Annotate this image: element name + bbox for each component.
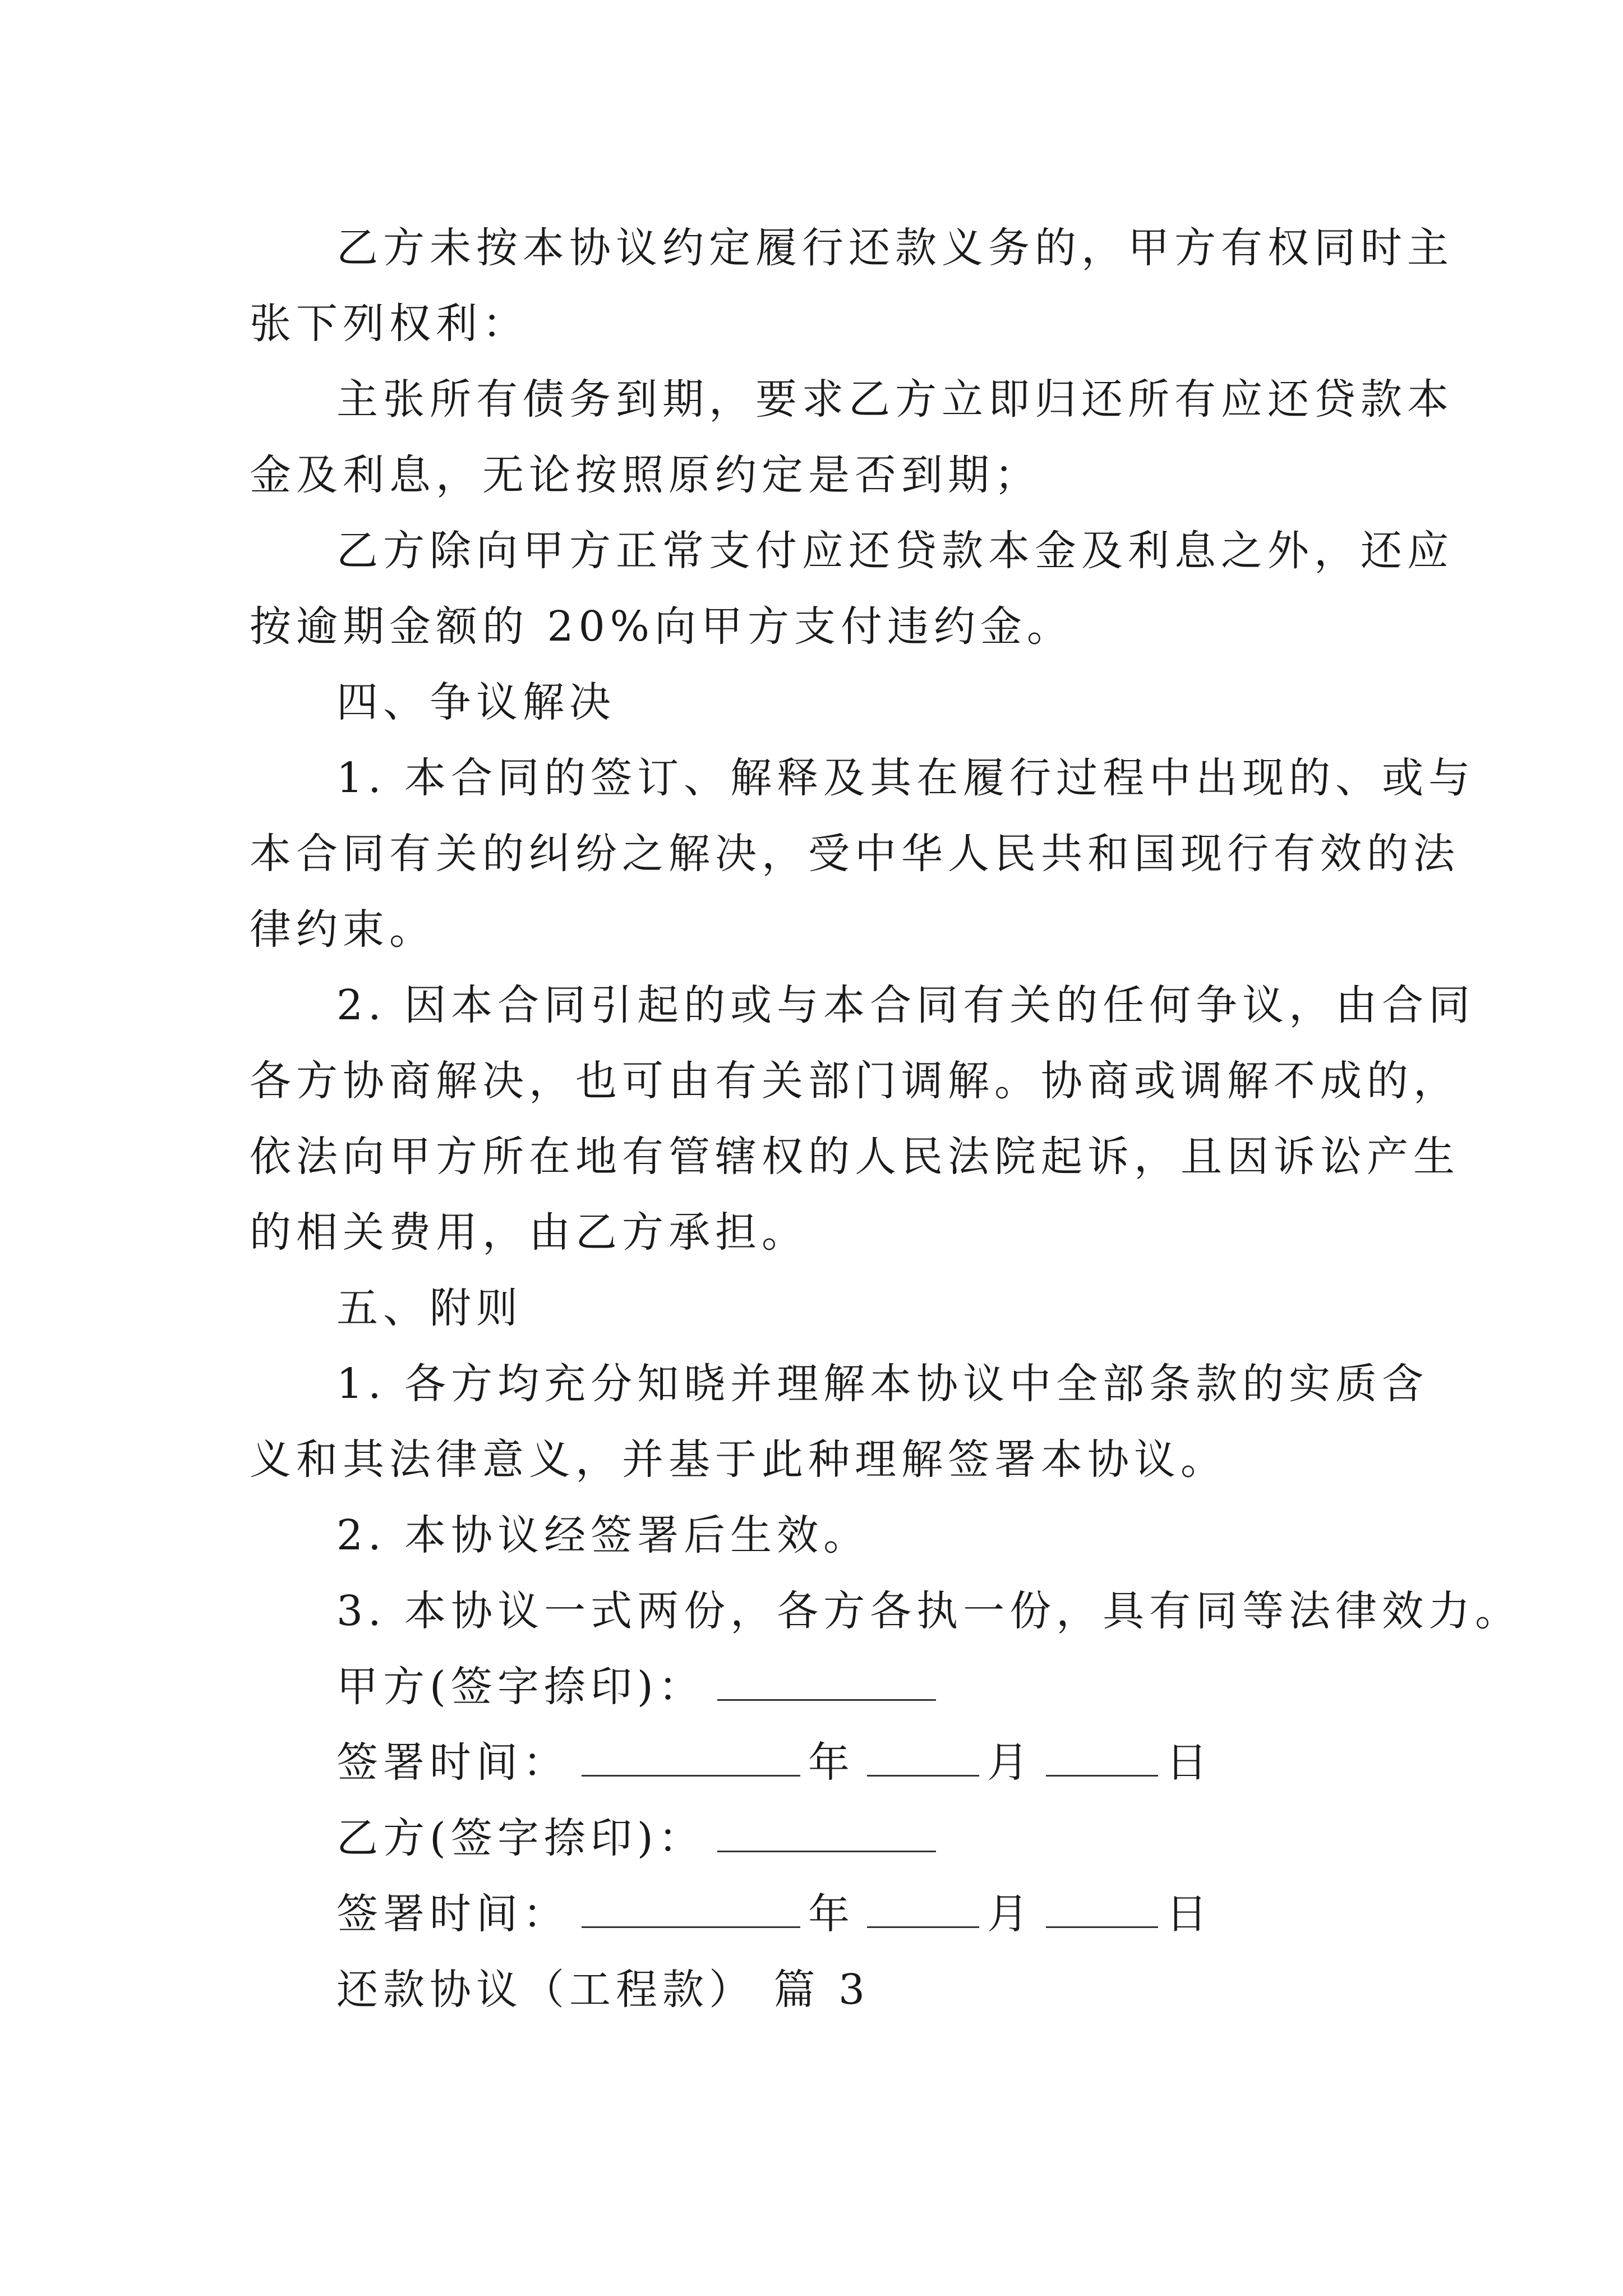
paragraph-line: 张下列权利： bbox=[250, 300, 529, 348]
party-b-signature-blank bbox=[717, 1816, 936, 1852]
year-label: 年 bbox=[808, 1738, 855, 1787]
date-label: 签署时间： bbox=[336, 1890, 569, 1938]
paragraph-line: 本合同有关的纠纷之解决，受中华人民共和国现行有效的法 bbox=[250, 830, 1460, 878]
paragraph-line: 主张所有债务到期，要求乙方立即归还所有应还贷款本 bbox=[336, 375, 1454, 424]
paragraph-line: 律约束。 bbox=[250, 905, 436, 954]
paragraph-line: 金及利息，无论按照原约定是否到期； bbox=[250, 451, 1041, 499]
day-label: 日 bbox=[1166, 1890, 1212, 1938]
paragraph-line: 依法向甲方所在地有管辖权的人民法院起诉，且因诉讼产生 bbox=[250, 1133, 1460, 1181]
paragraph-line: 的相关费用，由乙方承担。 bbox=[250, 1208, 808, 1257]
paragraph-line: 各方协商解决，也可由有关部门调解。协商或调解不成的， bbox=[250, 1057, 1460, 1105]
section-heading: 四、争议解决 bbox=[336, 678, 616, 726]
party-a-date-line bbox=[336, 1734, 1212, 1791]
month-blank bbox=[867, 1740, 979, 1777]
party-a-signature-line bbox=[336, 1659, 936, 1715]
year-blank bbox=[582, 1892, 800, 1928]
date-label: 签署时间： bbox=[336, 1738, 569, 1787]
party-b-signature-line bbox=[336, 1810, 936, 1866]
paragraph-line: 2. 因本合同引起的或与本合同有关的任何争议，由合同 bbox=[336, 981, 1476, 1029]
paragraph-line: 3. 本协议一式两份，各方各执一份，具有同等法律效力。 bbox=[336, 1587, 1522, 1635]
section-heading: 五、附则 bbox=[336, 1284, 523, 1332]
party-a-signature-blank bbox=[717, 1664, 936, 1701]
paragraph-line: 1. 各方均充分知晓并理解本协议中全部条款的实质含 bbox=[336, 1360, 1429, 1408]
party-a-label: 甲方(签字捺印)： bbox=[336, 1663, 705, 1711]
month-label: 月 bbox=[987, 1738, 1034, 1787]
party-b-date-line bbox=[336, 1886, 1212, 1942]
day-blank bbox=[1046, 1892, 1158, 1928]
day-label: 日 bbox=[1166, 1738, 1212, 1787]
paragraph-line: 乙方未按本协议约定履行还款义务的，甲方有权同时主 bbox=[336, 224, 1454, 272]
year-blank bbox=[582, 1740, 800, 1777]
month-label: 月 bbox=[987, 1890, 1034, 1938]
next-section-heading: 还款协议（工程款） 篇 3 bbox=[336, 1966, 870, 2014]
paragraph-line: 乙方除向甲方正常支付应还贷款本金及利息之外，还应 bbox=[336, 527, 1454, 575]
paragraph-line: 按逾期金额的 20%向甲方支付违约金。 bbox=[250, 602, 1073, 651]
paragraph-line: 2. 本协议经签署后生效。 bbox=[336, 1511, 870, 1559]
paragraph-line: 义和其法律意义，并基于此种理解签署本协议。 bbox=[250, 1435, 1227, 1484]
year-label: 年 bbox=[808, 1890, 855, 1938]
month-blank bbox=[867, 1892, 979, 1928]
paragraph-line: 1. 本合同的签订、解释及其在履行过程中出现的、或与 bbox=[336, 754, 1476, 802]
party-b-label: 乙方(签字捺印)： bbox=[336, 1814, 705, 1862]
day-blank bbox=[1046, 1740, 1158, 1777]
